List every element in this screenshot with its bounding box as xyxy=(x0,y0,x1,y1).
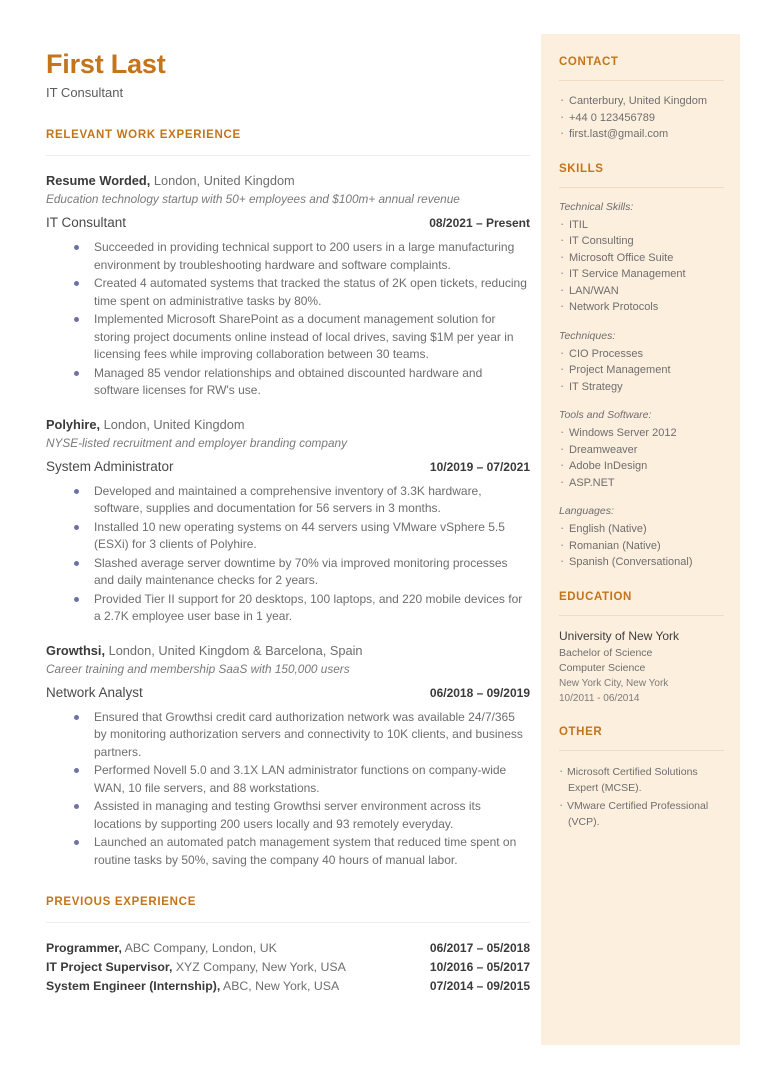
job-entry xyxy=(46,642,530,870)
job-dates: 06/2018 – 09/2019 xyxy=(429,685,530,700)
previous-role-dates: 07/2014 – 09/2015 xyxy=(429,979,530,993)
job-title-row xyxy=(46,684,530,702)
sidebar xyxy=(541,34,740,1045)
skill-item: · IT Consulting xyxy=(559,233,724,250)
section-heading-previous-experience: PREVIOUS EXPERIENCE xyxy=(46,896,197,908)
section-divider xyxy=(46,922,530,923)
job-bullet: Ensured that Growthsi credit card authorization network was available 24/7/365 by monitoring authorization servers and connectivity to 10K clients, and business partners. xyxy=(74,709,530,762)
job-company-name: Polyhire, xyxy=(46,416,101,432)
job-bullet-list xyxy=(46,483,530,626)
previous-role-detail: XYZ Company, New York, USA xyxy=(172,960,346,974)
skill-item: · Project Management xyxy=(559,362,724,379)
table-row xyxy=(46,958,530,977)
sidebar-divider xyxy=(559,615,724,616)
skill-item: · English (Native) xyxy=(559,521,724,538)
skill-list xyxy=(559,521,724,571)
jobs-container xyxy=(46,172,530,869)
education-location: New York City, New York xyxy=(559,677,669,689)
job-bullet-list xyxy=(46,709,530,870)
job-bullet: Slashed average server downtime by 70% via improved monitoring processes and daily maintenance checks for 2 years. xyxy=(74,555,530,590)
sidebar-section-skills xyxy=(559,163,724,571)
job-company-location: London, United Kingdom xyxy=(150,173,295,188)
page-title: First Last xyxy=(46,49,166,79)
previous-experience-table xyxy=(46,939,530,996)
skill-group-title: Tools and Software: xyxy=(559,409,652,421)
previous-role-title: Programmer, xyxy=(46,941,122,955)
job-bullet: Performed Novell 5.0 and 3.1X LAN administrator functions on company-wide WAN, 10 file servers, and 88 workstations. xyxy=(74,762,530,797)
previous-role xyxy=(46,939,277,958)
job-bullet: Launched an automated patch management system that reduced time spent on routine tasks by 50%, saving the company 40 hours of manual labor. xyxy=(74,834,530,869)
job-entry xyxy=(46,416,530,626)
sidebar-section-contact xyxy=(559,56,724,143)
skills-container xyxy=(559,200,724,571)
job-company-name: Resume Worded, xyxy=(46,173,151,188)
previous-role-dates: 10/2016 – 05/2017 xyxy=(429,960,530,974)
other-list xyxy=(559,763,724,831)
sidebar-divider xyxy=(559,750,724,751)
job-company xyxy=(46,416,530,434)
skill-group-title: Technical Skills: xyxy=(559,200,634,213)
skill-list xyxy=(559,425,724,491)
contact-item: · Canterbury, United Kingdom xyxy=(559,93,724,110)
sidebar-divider xyxy=(559,187,724,188)
skill-list xyxy=(559,217,724,316)
contact-item: · +44 0 123456789 xyxy=(559,110,724,127)
skill-item: · IT Service Management xyxy=(559,266,724,283)
job-company xyxy=(46,172,530,190)
education-dates: 10/2011 - 06/2014 xyxy=(559,692,640,704)
sidebar-section-other xyxy=(559,726,724,831)
previous-role-title: System Engineer (Internship), xyxy=(46,979,221,993)
skill-group xyxy=(559,329,724,396)
job-bullet: Developed and maintained a comprehensive inventory of 3.3K hardware, software, supplies and documentation for 56 servers in 3 months. xyxy=(74,483,530,518)
sidebar-heading-education: EDUCATION xyxy=(559,590,632,603)
skill-group-title: Techniques: xyxy=(559,329,616,342)
job-title-row xyxy=(46,458,530,476)
job-company-description: NYSE-listed recruitment and employer branding company xyxy=(46,435,347,450)
skill-group xyxy=(559,504,724,571)
job-company-name: Growthsi, xyxy=(46,642,106,658)
skill-item: · Network Protocols xyxy=(559,299,724,316)
job-bullet-list xyxy=(46,239,530,400)
table-row xyxy=(46,939,530,958)
job-title: Network Analyst xyxy=(46,684,143,700)
sidebar-divider xyxy=(559,80,724,81)
job-title: System Administrator xyxy=(46,458,174,474)
skill-item: · IT Strategy xyxy=(559,379,724,396)
job-bullet: Provided Tier II support for 20 desktops, 100 laptops, and 220 mobile devices for a 2.7K employee user base in 1 year. xyxy=(74,591,530,626)
education-school: University of New York xyxy=(559,628,680,643)
job-bullet: Assisted in managing and testing Growthsi server environment across its locations by supporting 200 users locally and 93 remotely everyday. xyxy=(74,798,530,833)
job-dates: 08/2021 – Present xyxy=(429,216,530,230)
previous-role xyxy=(46,958,346,977)
section-heading-relevant-experience: RELEVANT WORK EXPERIENCE xyxy=(46,129,241,141)
job-entry xyxy=(46,172,530,400)
job-bullet: Implemented Microsoft SharePoint as a document management solution for storing project documents online instead of local drives, saving $1M per year in licensing fees while improving collaboration between 30 teams. xyxy=(74,311,530,364)
skill-item: · Dreamweaver xyxy=(559,442,724,459)
sidebar-section-education xyxy=(559,591,724,706)
previous-role xyxy=(46,977,339,996)
job-bullet: Created 4 automated systems that tracked the status of 2K open tickets, reducing time spent on administrative tasks by 80%. xyxy=(74,275,530,310)
sidebar-heading-other: OTHER xyxy=(559,725,603,738)
skill-group xyxy=(559,200,724,316)
job-company xyxy=(46,642,530,660)
job-bullet: Managed 85 vendor relationships and obtained discounted hardware and software licenses for RW's use. xyxy=(74,365,530,400)
contact-item: · first.last@gmail.com xyxy=(559,126,724,143)
contact-list xyxy=(559,93,724,143)
job-title: IT Consultant xyxy=(46,215,127,230)
sidebar-heading-skills: SKILLS xyxy=(559,162,604,175)
skill-item: · Windows Server 2012 xyxy=(559,425,724,442)
skill-group xyxy=(559,408,724,491)
skill-item: · Romanian (Native) xyxy=(559,538,724,555)
skill-item: · Adobe InDesign xyxy=(559,458,724,475)
skill-list xyxy=(559,346,724,396)
header-subtitle: IT Consultant xyxy=(46,85,124,100)
previous-role-detail: ABC Company, London, UK xyxy=(121,941,277,955)
main-column xyxy=(46,48,530,996)
skill-item: · ASP.NET xyxy=(559,475,724,492)
job-title-row xyxy=(46,214,530,232)
skill-item: · Microsoft Office Suite xyxy=(559,250,724,267)
skill-item: · CIO Processes xyxy=(559,346,724,363)
previous-role-dates: 06/2017 – 05/2018 xyxy=(429,941,530,955)
skill-item: · Spanish (Conversational) xyxy=(559,554,724,571)
other-item: · Microsoft Certified Solutions Expert (MCSE). xyxy=(559,763,724,797)
job-company-location: London, United Kingdom & Barcelona, Spain xyxy=(105,642,363,658)
sidebar-heading-contact: CONTACT xyxy=(559,56,619,68)
job-dates: 10/2019 – 07/2021 xyxy=(429,459,530,474)
skill-group-title: Languages: xyxy=(559,505,614,517)
education-degree: Bachelor of Science xyxy=(559,646,653,659)
other-item: · VMware Certified Professional (VCP). xyxy=(559,797,724,831)
job-company-location: London, United Kingdom xyxy=(100,416,245,432)
section-divider xyxy=(46,155,530,156)
previous-role-detail: ABC, New York, USA xyxy=(220,979,340,993)
job-company-description: Career training and membership SaaS with 150,000 users xyxy=(46,661,350,676)
job-bullet: Installed 10 new operating systems on 44 servers using VMware vSphere 5.5 (ESXi) for 3 clients of Polyhire. xyxy=(74,519,530,554)
job-bullet: Succeeded in providing technical support to 200 users in a large manufacturing environment by troubleshooting hardware and software complaints. xyxy=(74,239,530,274)
education-field: Computer Science xyxy=(559,661,646,674)
previous-role-title: IT Project Supervisor, xyxy=(46,960,173,974)
table-row xyxy=(46,977,530,996)
job-company-description: Education technology startup with 50+ employees and $100m+ annual revenue xyxy=(46,192,460,206)
skill-item: · LAN/WAN xyxy=(559,283,724,300)
skill-item: · ITIL xyxy=(559,217,724,234)
